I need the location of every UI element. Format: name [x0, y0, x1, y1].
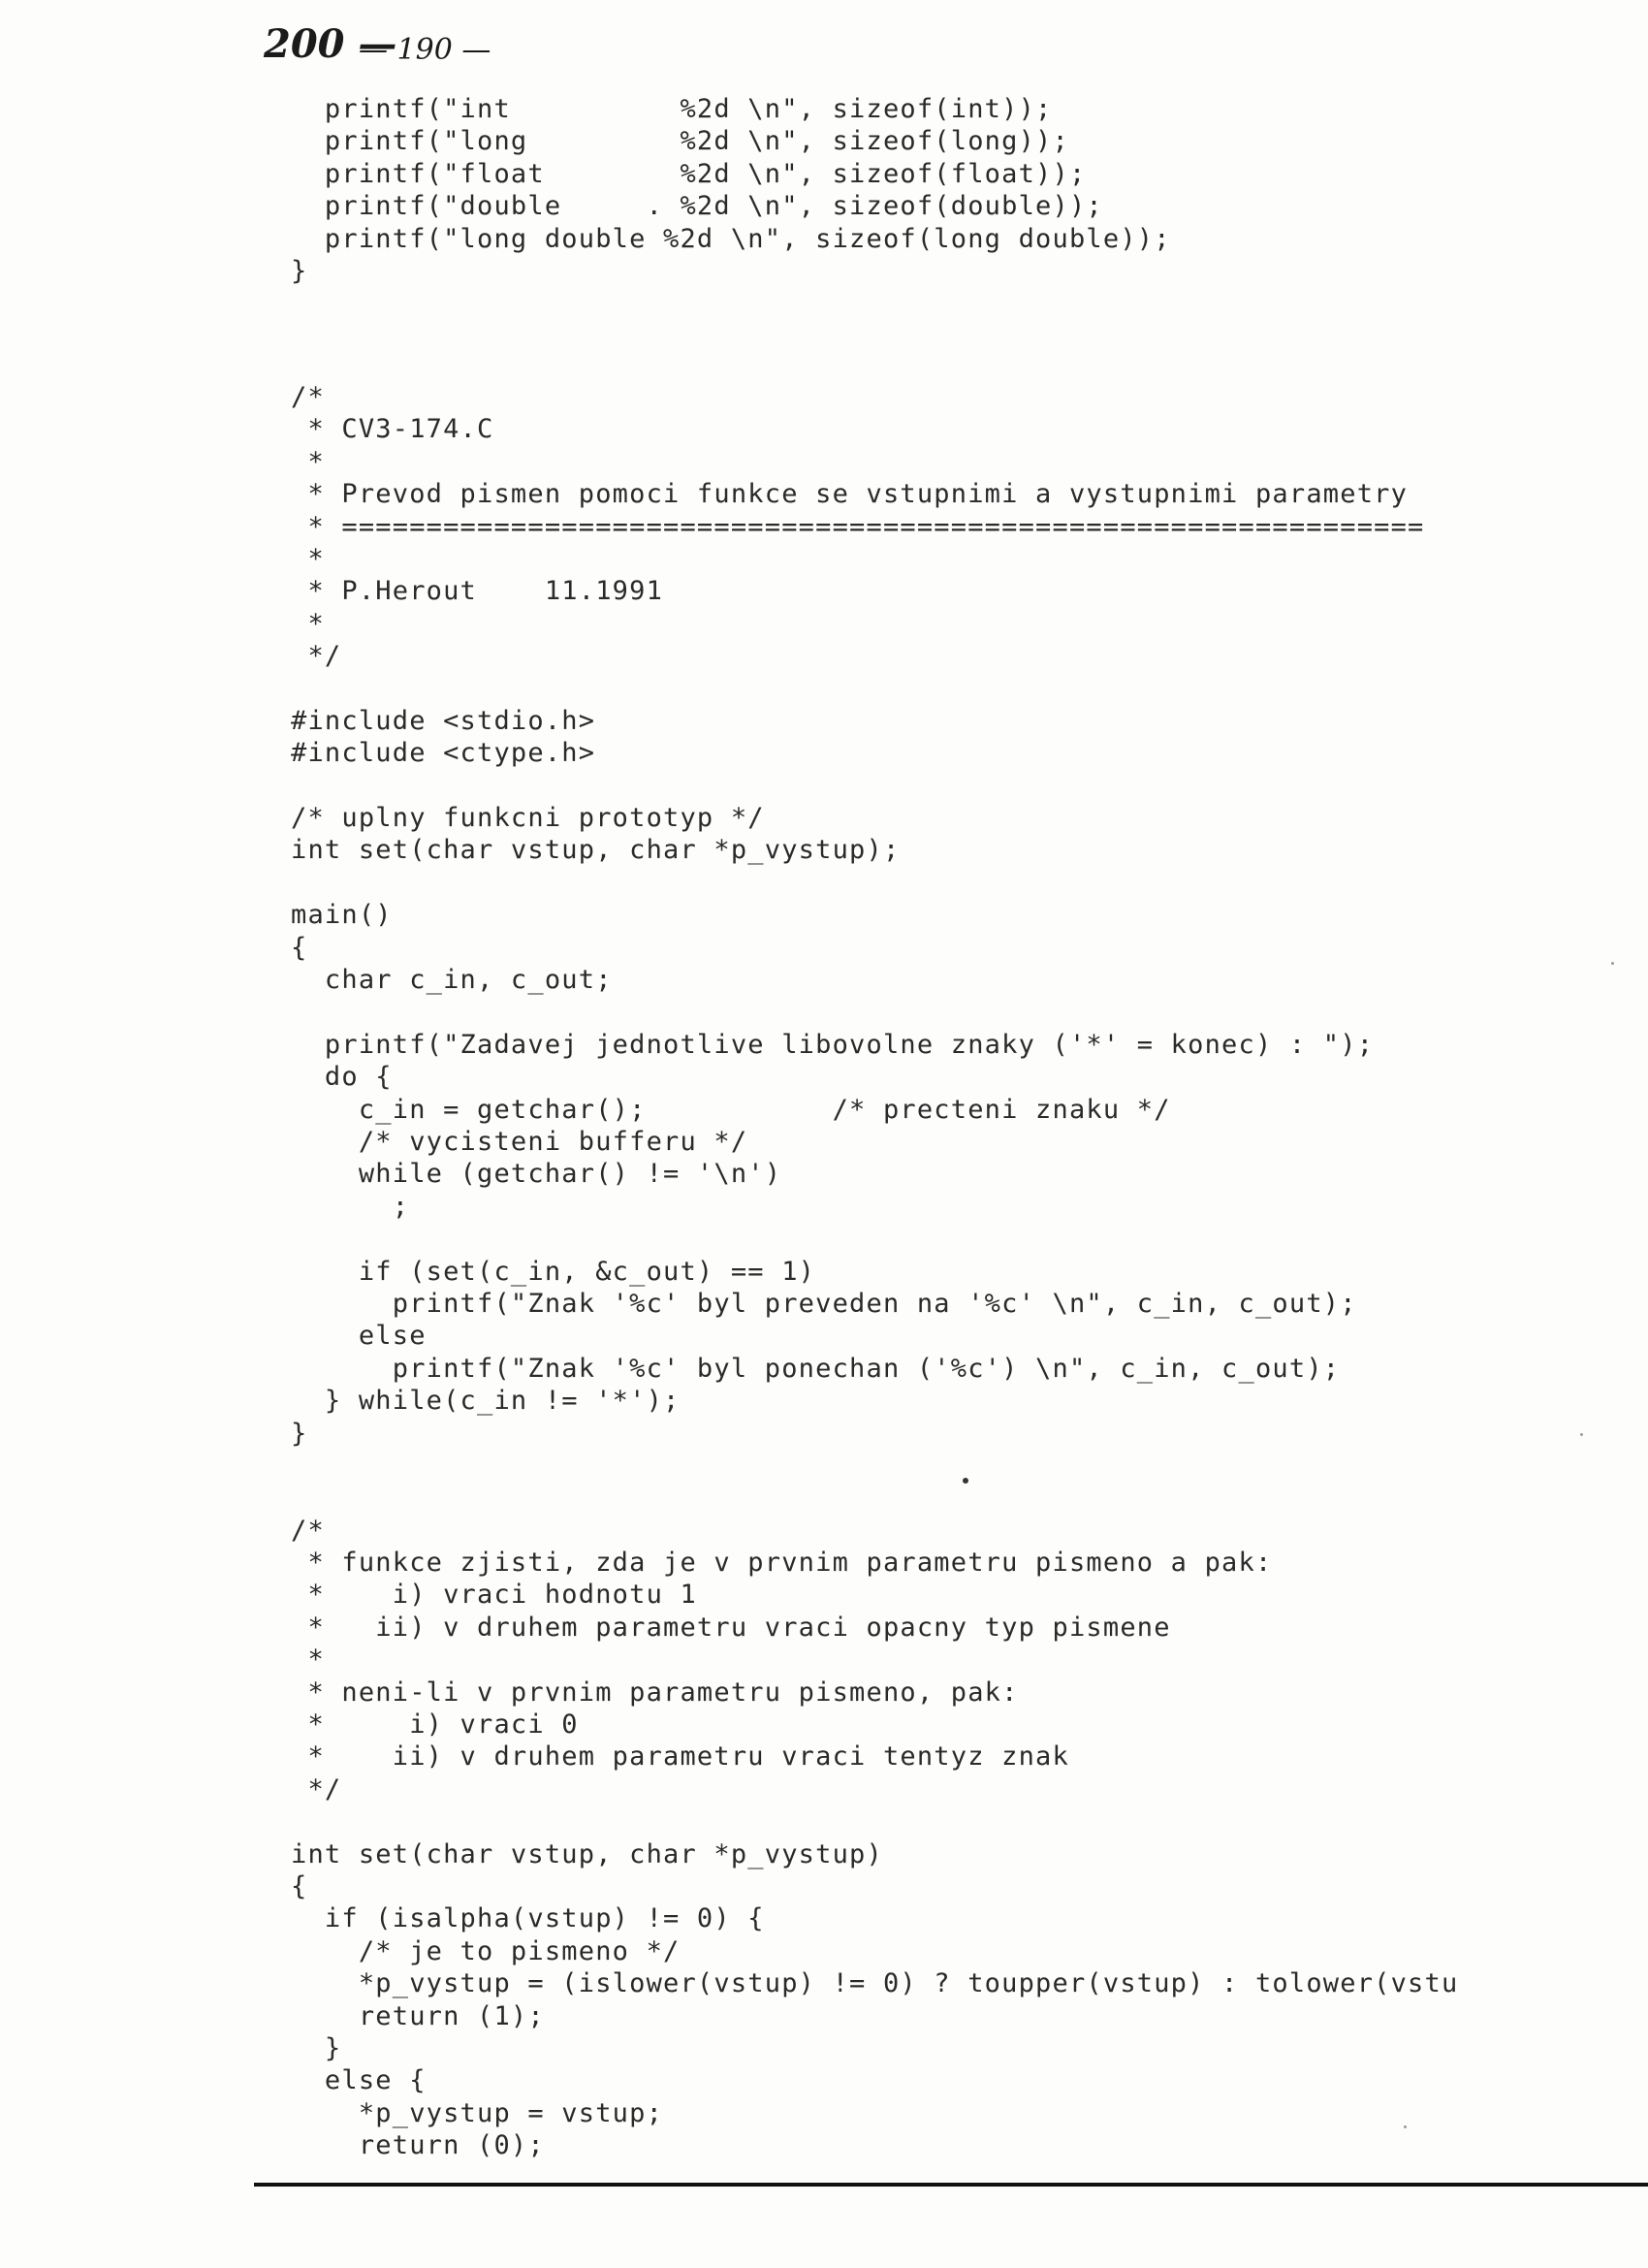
code-line: * ================================================================ [291, 511, 1425, 542]
code-line: * [291, 543, 325, 574]
code-line: */ [291, 641, 342, 672]
ink-speck [1404, 2125, 1407, 2128]
code-line: ; [291, 1191, 410, 1222]
code-line [291, 1223, 1458, 1255]
code-line: { [291, 932, 308, 963]
code-line [291, 1450, 1458, 1482]
code-line: printf("Zadavej jednotlive libovolne znaky ('*' = konec) : "); [291, 1029, 1375, 1060]
code-line: do { [291, 1062, 393, 1093]
code-line [291, 867, 1458, 899]
ink-speck [1580, 1433, 1583, 1436]
code-line: * P.Herout 11.1991 [291, 576, 664, 607]
code-line: printf("long %2d \n", sizeof(long)); [291, 126, 1069, 157]
code-line: main() [291, 900, 393, 931]
code-line: printf("long double %2d \n", sizeof(long double)); [291, 223, 1171, 254]
code-line: * neni-li v prvnim parametru pismeno, pak: [291, 1677, 1019, 1708]
code-line: *p_vystup = vstup; [291, 2097, 664, 2128]
code-line [291, 1805, 1458, 1837]
code-line: if (isalpha(vstup) != 0) { [291, 1903, 765, 1934]
code-line: /* [291, 382, 325, 412]
code-line [291, 1482, 1458, 1514]
code-line: */ [291, 1773, 342, 1805]
code-line: * i) vraci 0 [291, 1709, 579, 1741]
handwritten-page-number: 200 — [264, 21, 397, 67]
page-bottom-rule [254, 2183, 1648, 2187]
ink-dot [963, 1478, 968, 1484]
code-line: printf("float %2d \n", sizeof(float)); [291, 158, 1087, 189]
code-line [291, 996, 1458, 1028]
code-line: /* [291, 1515, 325, 1546]
code-line: int set(char vstup, char *p_vystup) [291, 1838, 883, 1869]
code-line: * [291, 608, 325, 639]
code-line: *p_vystup = (islower(vstup) != 0) ? toupper(vstup) : tolower(vstu [291, 1968, 1459, 1999]
code-line: else { [291, 2065, 427, 2096]
code-line: printf("int %2d \n", sizeof(int)); [291, 94, 1053, 124]
code-line: { [291, 1870, 308, 1901]
ink-speck [1611, 962, 1614, 965]
code-line: else [291, 1321, 427, 1352]
code-line: * CV3-174.C [291, 414, 494, 445]
code-line: return (1); [291, 2000, 545, 2031]
code-line: * [291, 446, 325, 477]
code-line: * ii) v druhem parametru vraci opacny typ pismene [291, 1612, 1171, 1643]
code-line [291, 673, 1458, 705]
code-line: int set(char vstup, char *p_vystup); [291, 835, 901, 866]
code-line: printf("Znak '%c' byl preveden na '%c' \n", c_in, c_out); [291, 1288, 1357, 1319]
code-line: c_in = getchar(); /* precteni znaku */ [291, 1094, 1171, 1125]
code-line: /* uplny funkcni prototyp */ [291, 803, 765, 834]
code-line: #include <stdio.h> [291, 705, 596, 736]
original-page-number: — 190 — [359, 33, 491, 67]
code-line: char c_in, c_out; [291, 965, 613, 996]
code-listing-top [291, 93, 1171, 287]
code-line: while (getchar() != '\n') [291, 1159, 782, 1190]
code-line: } while(c_in != '*'); [291, 1386, 681, 1417]
code-line: printf("Znak '%c' byl ponechan ('%c') \n", c_in, c_out); [291, 1353, 1341, 1384]
code-line: * ii) v druhem parametru vraci tentyz znak [291, 1741, 1069, 1773]
code-line: * i) vraci hodnotu 1 [291, 1580, 697, 1611]
code-line: * [291, 1645, 325, 1676]
code-line: if (set(c_in, &c_out) == 1) [291, 1256, 816, 1287]
code-line: /* je to pismeno */ [291, 1935, 681, 1966]
code-line: * funkce zjisti, zda je v prvnim parametru pismeno a pak: [291, 1548, 1273, 1579]
code-line: } [291, 1418, 308, 1449]
code-line: #include <ctype.h> [291, 738, 596, 769]
code-line: * Prevod pismen pomoci funkce se vstupnimi a vystupnimi parametry [291, 479, 1409, 510]
code-line: } [291, 255, 308, 286]
code-listing-main [291, 381, 1458, 2161]
code-line: /* vycisteni bufferu */ [291, 1126, 748, 1157]
code-line: printf("double . %2d \n", sizeof(double)); [291, 191, 1103, 222]
code-line: return (0); [291, 2130, 545, 2161]
code-line: } [291, 2032, 342, 2063]
code-line [291, 770, 1458, 802]
